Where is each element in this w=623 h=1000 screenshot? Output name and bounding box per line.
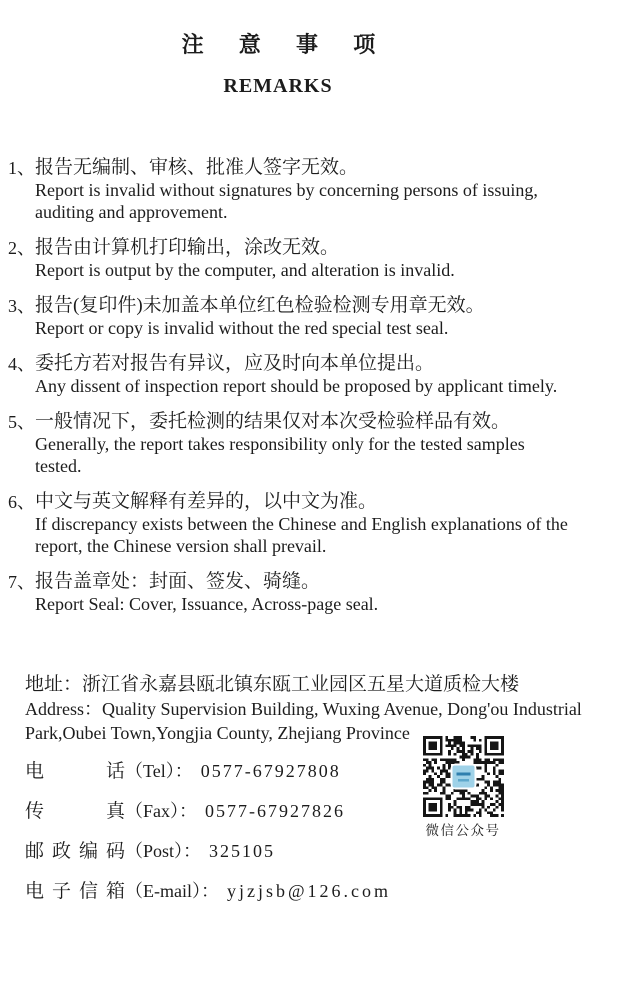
- note-text-en-line: auditing and approvement.: [35, 202, 228, 222]
- contact-label-paren: （Post）：: [125, 841, 202, 861]
- note-item-4: [8, 353, 568, 397]
- note-item-3: [8, 295, 568, 339]
- address-chinese: 地址：浙江省永嘉县瓯北镇东瓯工业园区五星大道质检大楼: [25, 674, 520, 695]
- contact-row-email: [25, 880, 623, 903]
- note-text-en-line: Report Seal: Cover, Issuance, Across-page seal.: [35, 594, 379, 614]
- note-text-en-line: Report is invalid without signatures by concerning persons of issuing,: [35, 180, 538, 200]
- page-title-chinese: 注意事项: [181, 32, 411, 57]
- page-title-english: REMARKS: [223, 75, 333, 97]
- note-text-cn: 报告盖章处：封面、签发、骑缝。: [35, 571, 321, 592]
- note-number: 5、: [8, 412, 35, 432]
- note-number: 4、: [8, 354, 35, 374]
- address-english-line: Park,Oubei Town,Yongjia County, Zhejiang Province: [25, 723, 410, 743]
- notes-list: [8, 157, 568, 615]
- note-text-en-line: Any dissent of inspection report should be proposed by applicant timely.: [35, 376, 558, 396]
- contact-value-fax: 0577-67927826: [205, 801, 345, 821]
- address-english-line: Address：Quality Supervision Building, Wuxing Avenue, Dong'ou Industrial: [25, 699, 582, 719]
- page-header: [0, 0, 556, 99]
- note-item-1: [8, 157, 568, 223]
- note-text-cn: 报告(复印件)未加盖本单位红色检验检测专用章无效。: [35, 295, 485, 316]
- note-text-en-line: Generally, the report takes responsibility only for the tested samples tested.: [35, 434, 525, 476]
- note-item-2: [8, 237, 568, 281]
- contact-row-fax: [25, 800, 623, 823]
- contact-label-cn: 电话: [25, 761, 125, 782]
- note-text-en-line: report, the Chinese version shall prevail.: [35, 536, 327, 556]
- note-number: 2、: [8, 238, 35, 258]
- contact-row-tel: [25, 760, 623, 783]
- note-number: 6、: [8, 492, 35, 512]
- wechat-qr-block: [421, 736, 505, 839]
- note-text-cn: 一般情况下，委托检测的结果仅对本次受检验样品有效。: [35, 411, 511, 432]
- note-text-cn: 报告由计算机打印输出，涂改无效。: [35, 237, 340, 258]
- contact-block: [25, 760, 623, 903]
- note-text-en-line: Report is output by the computer, and alteration is invalid.: [35, 260, 455, 280]
- contact-value-tel: 0577-67927808: [200, 761, 341, 781]
- contact-value-post: 325105: [209, 841, 276, 861]
- qr-caption: 微信公众号: [425, 823, 501, 838]
- note-item-5: [8, 411, 568, 477]
- contact-label-paren: （Fax）：: [125, 801, 197, 821]
- address-block: [25, 673, 610, 745]
- note-item-7: [8, 571, 568, 615]
- note-number: 7、: [8, 572, 35, 592]
- note-text-cn: 中文与英文解释有差异的，以中文为准。: [35, 491, 378, 512]
- note-text-cn: 委托方若对报告有异议，应及时向本单位提出。: [35, 353, 435, 374]
- contact-label-cn: 传真: [25, 801, 125, 822]
- note-number: 3、: [8, 296, 35, 316]
- qr-code-icon: [423, 736, 504, 817]
- contact-label-paren: （Tel）：: [125, 761, 193, 781]
- note-item-6: [8, 491, 568, 557]
- contact-label-paren: （E-mail）：: [125, 881, 219, 901]
- contact-label-cn: 邮政编码: [25, 841, 125, 862]
- note-text-en-line: If discrepancy exists between the Chinese and English explanations of the: [35, 514, 568, 534]
- contact-label-cn: 电子信箱: [25, 881, 125, 902]
- contact-row-post: [25, 840, 623, 863]
- note-number: 1、: [8, 158, 35, 178]
- contact-value-email: yjzjsb@126.com: [226, 881, 392, 901]
- note-text-cn: 报告无编制、审核、批准人签字无效。: [35, 157, 359, 178]
- note-text-en-line: Report or copy is invalid without the red special test seal.: [35, 318, 449, 338]
